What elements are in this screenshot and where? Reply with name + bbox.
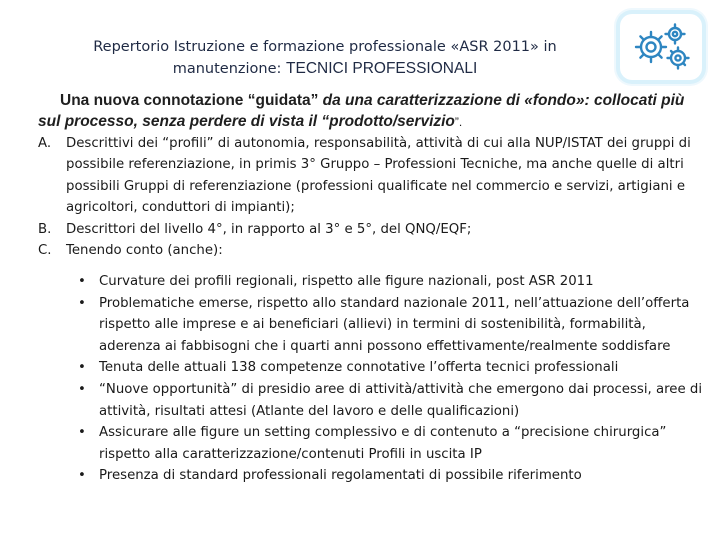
- bullet-list: [78, 271, 703, 487]
- title-emphasis: TECNICI PROFESSIONALI: [286, 60, 478, 77]
- list-item-text: Descrittivi dei “profili” di autonomia, responsabilità, attività di cui alla NUP/ISTAT dei gruppi di possibile referenziazione, in primis 3° Gruppo – Professioni Tecniche, ma anche quelle di altri possibili Gruppi di referenziazione (professioni qualificate nel commercio e servizi, artigiani e agricoltori, conduttori di impianti);: [66, 136, 691, 216]
- list-item: [38, 219, 698, 240]
- list-item-text: Tenendo conto (anche):: [66, 243, 223, 259]
- bullet-text: Assicurare alle figure un setting complessivo e di contenuto a “precisione chirurgica” rispetto alla caratterizzazione/contenuti Profili in uscita IP: [99, 425, 667, 462]
- gears-badge: [620, 14, 702, 80]
- main-list: [38, 133, 698, 261]
- bullet-item: [78, 357, 703, 379]
- bullet-text: “Nuove opportunità” di presidio aree di attività/attività che emergono dai processi, aree di attività, risultati attesi (Atlante del lavoro e delle qualificazioni): [99, 381, 703, 419]
- list-item: [38, 240, 698, 261]
- bullet-text: Tenuta delle attuali 138 competenze connotative l’offerta tecnici professionali: [99, 360, 619, 376]
- bullet-text: Presenza di standard professionali regolamentati di possibile riferimento: [99, 468, 582, 484]
- subtitle-plain: Una nuova connotazione “guidata”: [60, 92, 319, 109]
- title-main: Repertorio Istruzione e formazione professionale «ASR 2011» in manutenzione:: [93, 39, 557, 77]
- subtitle-italic: da una caratterizzazione di «fondo»: collocati più sul processo, senza perdere di vista il “prodotto/servizio: [38, 92, 685, 130]
- bullet-icon: •: [78, 468, 86, 484]
- list-marker: A.: [38, 136, 52, 151]
- list-item-text: Descrittori del livello 4°, in rapporto al 3° e 5°, del QNQ/EQF;: [66, 221, 472, 237]
- bullet-text: Curvature dei profili regionali, rispetto alle figure nazionali, post ASR 2011: [99, 274, 594, 289]
- list-marker: C.: [38, 243, 52, 259]
- bullet-item: [78, 379, 703, 422]
- gears-icon: [627, 19, 695, 75]
- bullet-icon: •: [78, 360, 86, 376]
- page-title: [40, 36, 610, 80]
- subtitle: [38, 90, 688, 133]
- bullet-icon: •: [78, 381, 86, 397]
- bullet-icon: •: [78, 274, 86, 289]
- bullet-item: [78, 271, 703, 293]
- subtitle-end: ”.: [454, 115, 463, 129]
- bullet-item: [78, 422, 703, 465]
- list-marker: B.: [38, 221, 52, 237]
- list-item: [38, 133, 698, 219]
- bullet-icon: •: [78, 425, 86, 441]
- bullet-text: Problematiche emerse, rispetto allo standard nazionale 2011, nell’attuazione dell’offerta rispetto alle imprese e ai beneficiari (allievi) in termini di sostenibilità, formabilità, aderenza ai fabbisogni che i quarti anni possono effettivamente/realmente soddisfare: [99, 295, 690, 354]
- bullet-item: [78, 293, 703, 358]
- bullet-icon: •: [78, 295, 86, 311]
- bullet-item: [78, 465, 703, 487]
